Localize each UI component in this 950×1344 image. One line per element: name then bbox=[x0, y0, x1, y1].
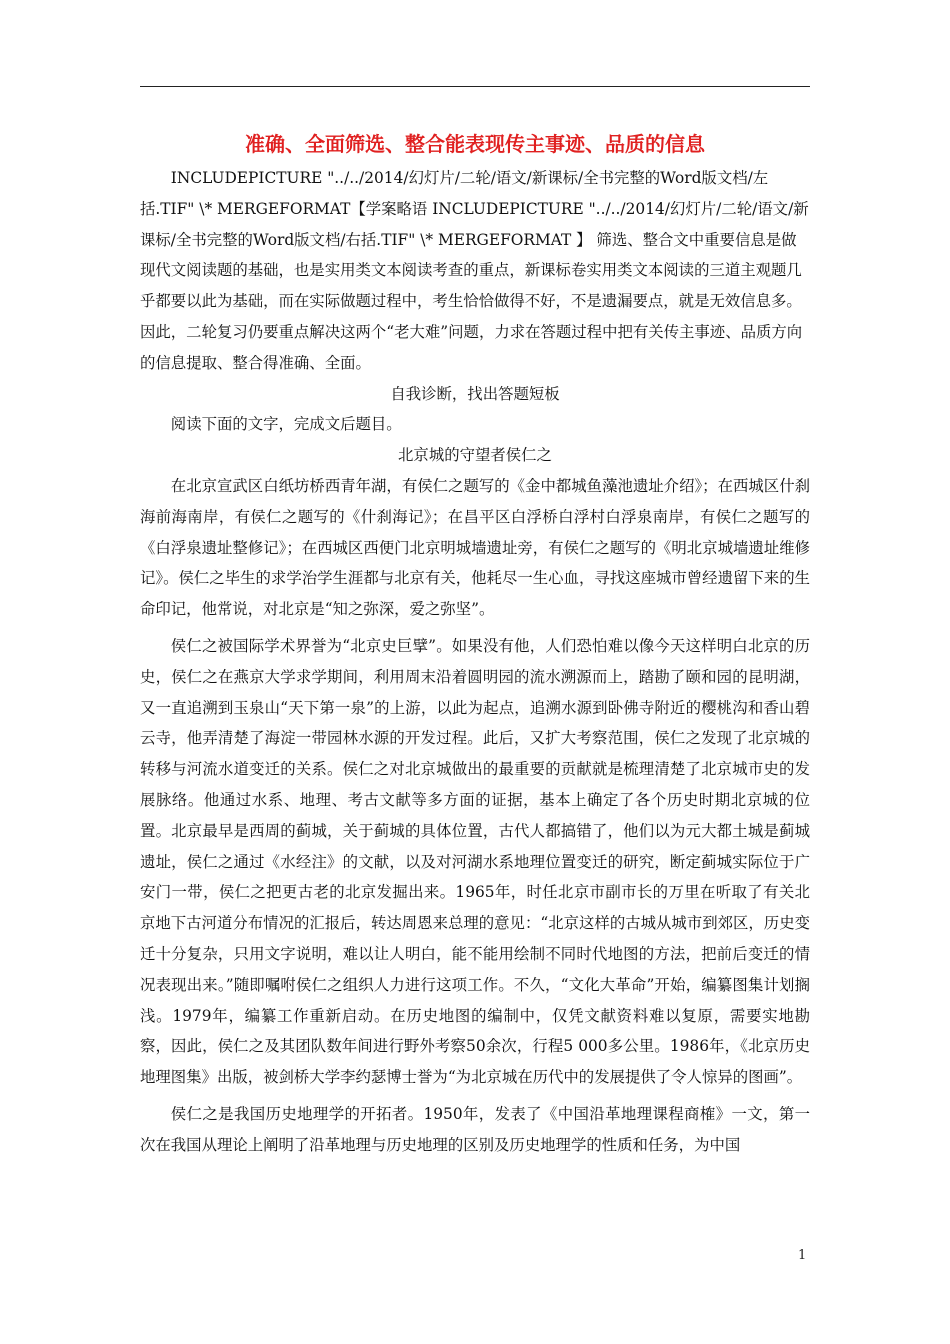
article-title: 北京城的守望者侯仁之 bbox=[398, 446, 552, 465]
document-title: 准确、全面筛选、整合能表现传主事迹、品质的信息 bbox=[245, 132, 705, 156]
article-paragraph-1: 在北京宣武区白纸坊桥西青年湖，有侯仁之题写的《金中都城鱼藻池遗址介绍》；在西城区什刹海前海南岸，有侯仁之题写的《什刹海记》；在昌平区白浮桥白浮村白浮泉南岸，有侯仁之题写的《白浮泉遗址整修记》；在西城区西便门北京明城墙遗址旁，有侯仁之题写的《明北京城墙遗址维修记》。侯仁之毕生的求学治学生涯都与北京有关，他耗尽一生心血，寻找这座城市曾经遗留下来的生命印记，他常说，对北京是“知之弥深，爱之弥坚”。 bbox=[140, 476, 810, 619]
document-body bbox=[140, 163, 810, 1161]
page-number: 1 bbox=[798, 1248, 807, 1263]
article-paragraph-2: 侯仁之被国际学术界誉为“北京史巨擘”。如果没有他，人们恐怕难以像今天这样明白北京的历史，侯仁之在燕京大学求学期间，利用周末沿着圆明园的流水溯源而上，踏勘了颐和园的昆明湖，又一直追溯到玉泉山“天下第一泉”的上游，以此为起点，追溯水源到卧佛寺附近的樱桃沟和香山碧云寺，他弄清楚了海淀一带园林水源的开发过程。此后，又扩大考察范围，侯仁之发现了北京城的转移与河流水道变迁的关系。侯仁之对北京城做出的最重要的贡献就是梳理清楚了北京城市史的发展脉络。他通过水系、地理、考古文献等多方面的证据，基本上确定了各个历史时期北京城的位置。北京最早是西周的蓟城，关于蓟城的具体位置，古代人都搞错了，他们以为元大都土城是蓟城遗址，侯仁之通过《水经注》的文献，以及对河湖水系地理位置变迁的研究，断定蓟城实际位于广安门一带，侯仁之把更古老的北京发掘出来。1965年，时任北京市副市长的万里在听取了有关北京地下古河道分布情况的汇报后，转达周恩来总理的意见：“北京这样的古城从城市到郊区，历史变迁十分复杂，只用文字说明，难以让人明白，能不能用绘制不同时代地图的方法，把前后变迁的情况表现出来。”随即嘱咐侯仁之组织人力进行这项工作。不久，“文化大革命”开始，编纂图集计划搁浅。1979年，编纂工作重新启动。在历史地图的编制中，仅凭文献资料难以复原，需要实地勘察，因此，侯仁之及其团队数年间进行野外考察50余次，行程5 000多公里。1986年，《北京历史地理图集》出版，被剑桥大学李约瑟博士誉为“为北京城在历代中的发展提供了令人惊异的图画”。 bbox=[140, 636, 810, 1087]
article-paragraph-3: 侯仁之是我国历史地理学的开拓者。1950年，发表了《中国沿革地理课程商榷》一文，第一次在我国从理论上阐明了沿革地理与历史地理的区别及历史地理学的性质和任务，为中国 bbox=[140, 1104, 810, 1154]
instruction-text: 阅读下面的文字，完成文后题目。 bbox=[170, 415, 402, 434]
intro-paragraph: INCLUDEPICTURE "../../2014/幻灯片/二轮/语文/新课标/全书完整的Word版文档/左括.TIF" \* MERGEFORMAT【学案略语 INCLUDEPICTURE "../../2014/幻灯片/二轮/语文/新课标/全书完整的Word版文档/右括.TIF" \* MERGEFORMAT 】 筛选、整合文中重要信息是做现代文阅读题的基础，也是实用类文本阅读考查的重点，新课标卷实用类文本阅读的三道主观题几乎都要以此为基础，而在实际做题过程中，考生恰恰做得不好，不是遗漏要点，就是无效信息多。因此，二轮复习仍要重点解决这两个“老大难”问题，力求在答题过程中把有关传主事迹、品质方向的信息提取、整合得准确、全面。 bbox=[140, 169, 809, 372]
section-heading: 自我诊断，找出答题短板 bbox=[390, 384, 560, 403]
header-rule bbox=[140, 86, 810, 87]
